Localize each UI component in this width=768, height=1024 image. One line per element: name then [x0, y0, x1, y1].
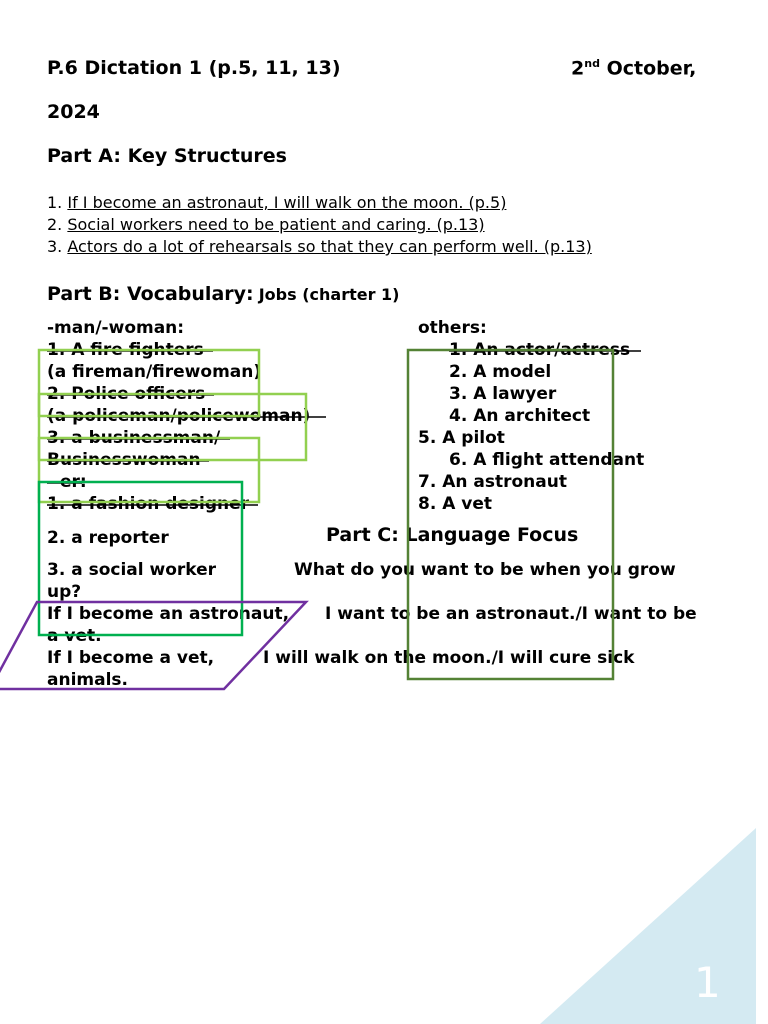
- left-line: (a policeman/policewoman): [47, 406, 311, 426]
- left-label: -man/-woman:: [47, 318, 185, 338]
- right-line: 8. A vet: [418, 494, 493, 514]
- left-line: Businesswoman: [47, 450, 201, 470]
- right-line: 4. An architect: [449, 406, 591, 426]
- right-line: 5. A pilot: [418, 428, 505, 448]
- moon-line: I will walk on the moon./I will cure sick: [263, 648, 635, 668]
- page-title: P.6 Dictation 1 (p.5, 11, 13): [47, 57, 341, 79]
- year: 2024: [47, 101, 100, 123]
- left-line: 1. A fire fighters: [47, 340, 204, 360]
- part-a-item-3: 3. Actors do a lot of rehearsals so that they can perform well. (p.13): [47, 237, 592, 256]
- right-line: 2. A model: [449, 362, 552, 382]
- want-line: a vet.: [47, 626, 102, 646]
- page-number: 1: [694, 958, 721, 1007]
- part-c-heading: Part C: Language Focus: [326, 524, 579, 546]
- question-line: What do you want to be when you grow: [294, 560, 676, 580]
- right-line: 6. A flight attendant: [449, 450, 645, 470]
- part-a-item-2: 2. Social workers need to be patient and caring. (p.13): [47, 215, 485, 234]
- right-line: 7. An astronaut: [418, 472, 567, 492]
- left-line: 2. a reporter: [47, 528, 169, 548]
- right-line: 1. An actor/actress: [449, 340, 631, 360]
- part-a-item-1: 1. If I become an astronaut, I will walk on the moon. (p.5): [47, 193, 507, 212]
- question-line: up?: [47, 582, 82, 602]
- part-a-heading: Part A: Key Structures: [47, 145, 287, 167]
- part-b-heading: Part B: Vocabulary: Jobs (charter 1): [47, 283, 400, 305]
- moon-line: animals.: [47, 670, 128, 690]
- if-vet: If I become a vet,: [47, 648, 215, 668]
- right-line: 3. A lawyer: [449, 384, 557, 404]
- left-line: 2. Police officers: [47, 384, 206, 404]
- left-line: 3. a social worker: [47, 560, 217, 580]
- want-line: I want to be an astronaut./I want to be: [325, 604, 697, 624]
- left-line: (a fireman/firewoman): [47, 362, 262, 382]
- left-line: 3. a businessman/: [47, 428, 221, 448]
- left-line: -er:: [47, 472, 87, 492]
- if-astronaut: If I become an astronaut,: [47, 604, 290, 624]
- date: 2nd October,: [571, 57, 697, 80]
- right-label: others:: [418, 318, 487, 338]
- left-line: 1. a fashion designer: [47, 494, 250, 514]
